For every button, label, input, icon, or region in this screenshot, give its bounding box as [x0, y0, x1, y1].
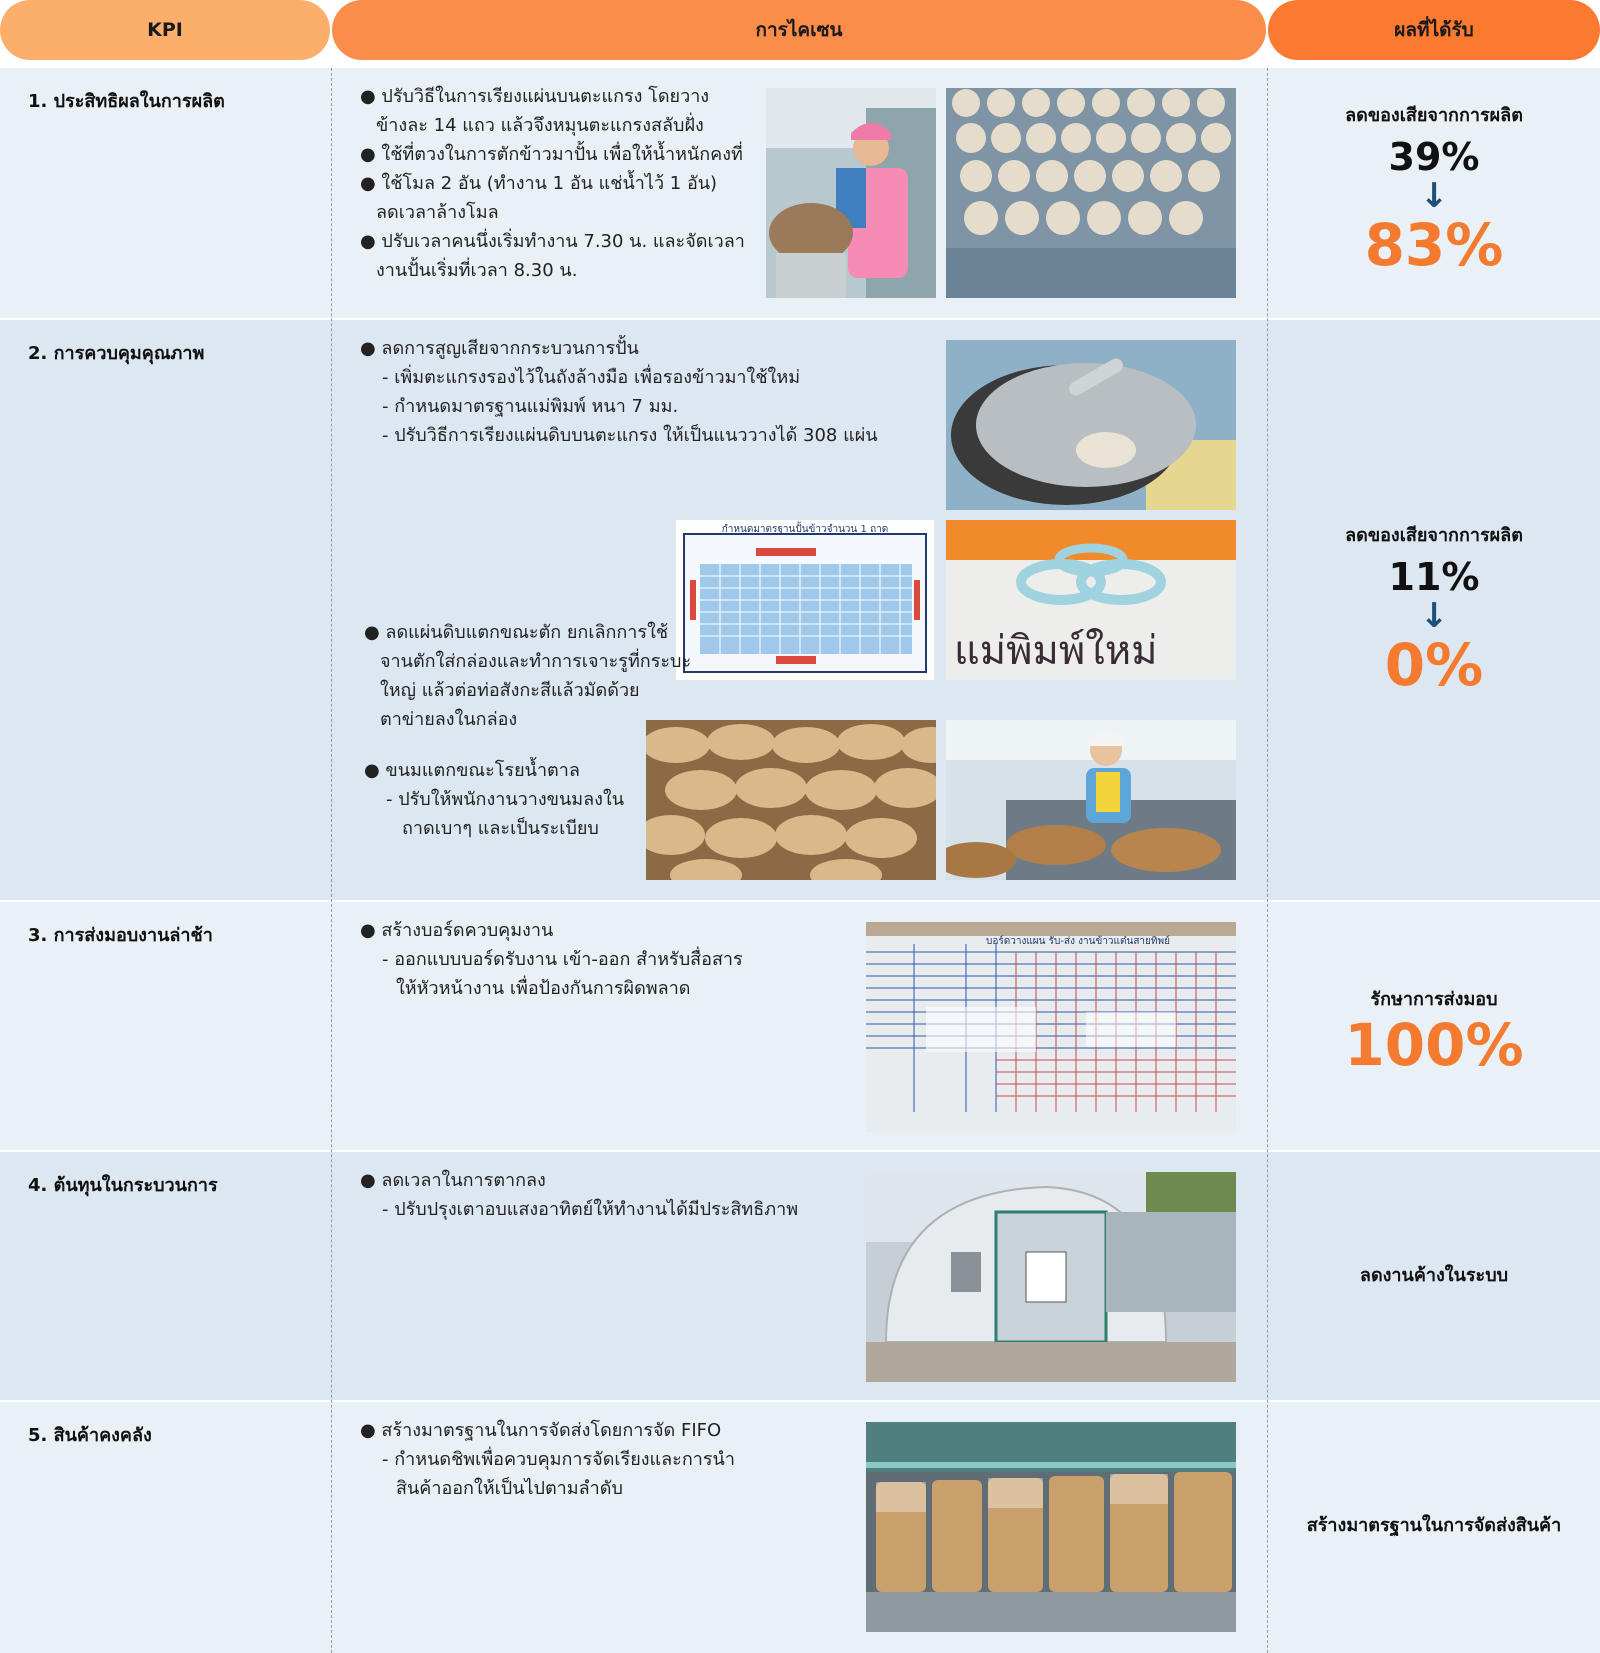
header-kaizen-label: การไคเซน	[755, 19, 843, 41]
result-label-1: ลดของเสียจากการผลิต	[1345, 105, 1523, 126]
result-label-5: สร้างมาตรฐานในการจัดส่งสินค้า	[1306, 1515, 1562, 1536]
result-1	[1268, 100, 1600, 277]
kaizen-text-2c	[364, 756, 624, 843]
column-divider	[331, 68, 332, 1653]
text-line: - ปรับให้พนักงานวางขนมลงใน	[386, 789, 625, 810]
tray-layout-chart	[676, 520, 934, 680]
text-line: ตาข่ายลงในกล่อง	[380, 709, 518, 730]
text-line: - ออกแบบบอร์ดรับงาน เข้า-ออก สำหรับสื่อสาร	[382, 949, 743, 970]
text-line: สินค้าออกให้เป็นไปตามลำดับ	[396, 1478, 623, 1499]
result-before-2: 11%	[1388, 555, 1480, 599]
kpi-label-5: 5. สินค้าคงคลัง	[28, 1425, 152, 1446]
text-line: ให้หัวหน้างาน เพื่อป้องกันการผิดพลาด	[396, 978, 691, 999]
kaizen-text-3	[360, 916, 743, 1003]
result-label-3: รักษาการส่งมอบ	[1370, 989, 1498, 1010]
worker-sorting-photo	[946, 720, 1236, 880]
kpi-label-4: 4. ต้นทุนในกระบวนการ	[28, 1175, 218, 1196]
result-after-1: 83%	[1364, 211, 1504, 279]
text-line: ● สร้างบอร์ดควบคุมงาน	[360, 920, 554, 941]
row-4	[0, 1152, 1600, 1400]
text-line: ● ปรับเวลาคนนึ่งเริ่มทำงาน 7.30 น. และจัดเวลา	[360, 231, 745, 252]
result-after-2: 0%	[1384, 631, 1484, 699]
text-line: ลดเวลาล้างโมล	[376, 202, 499, 223]
kpi-label-3: 3. การส่งมอบงานล่าช้า	[28, 925, 213, 946]
text-line: ● ใช้ที่ตวงในการตักข้าวมาปั้น เพื่อให้น้ำหนักคงที่	[360, 144, 743, 165]
row-5	[0, 1402, 1600, 1653]
text-line: - กำหนดชิพเพื่อควบคุมการจัดเรียงและการนำ	[382, 1449, 735, 1470]
kaizen-text-2a	[360, 334, 878, 450]
header-result	[1268, 0, 1600, 60]
text-line: ● ขนมแตกขณะโรยน้ำตาล	[364, 760, 580, 781]
header-result-label: ผลที่ได้รับ	[1394, 19, 1474, 41]
fifo-storage-photo	[866, 1422, 1236, 1632]
result-label-4: ลดงานค้างในระบบ	[1359, 1265, 1509, 1286]
result-after-3: 100%	[1344, 1011, 1524, 1079]
text-line: - ปรับปรุงเตาอบแสงอาทิตย์ให้ทำงานได้มีประสิทธิภาพ	[382, 1199, 799, 1220]
planning-board-photo	[866, 922, 1236, 1132]
text-line: ข้างละ 14 แถว แล้วจึงหมุนตะแกรงสลับฝั่ง	[376, 115, 704, 136]
column-divider	[1267, 68, 1268, 1653]
header-kpi-label: KPI	[147, 19, 183, 41]
kaizen-text-2b	[364, 618, 691, 734]
strainer-photo	[946, 340, 1236, 510]
text-line: ใหญ่ แล้วต่อท่อสังกะสีแล้วมัดด้วย	[380, 680, 640, 701]
mold-photo	[946, 520, 1236, 680]
header-kpi	[0, 0, 330, 60]
row-3	[0, 902, 1600, 1150]
text-line: งานปั้นเริ่มที่เวลา 8.30 น.	[376, 260, 578, 281]
result-2	[1268, 520, 1600, 697]
result-5	[1268, 1510, 1600, 1539]
mold-handwriting: แม่พิมพ์ใหม่	[954, 628, 1158, 674]
sugared-crackers-photo	[646, 720, 936, 880]
arrow-down-icon: ↓	[1419, 596, 1449, 636]
text-line: ● ลดเวลาในการตากลง	[360, 1170, 546, 1191]
text-line: ● สร้างมาตรฐานในการจัดส่งโดยการจัด FIFO	[360, 1420, 722, 1441]
row-2	[0, 320, 1600, 900]
row-1	[0, 68, 1600, 318]
kpi-label-1: 1. ประสิทธิผลในการผลิต	[28, 91, 225, 112]
result-4	[1268, 1260, 1600, 1289]
kaizen-text-1	[360, 82, 745, 285]
kaizen-text-5	[360, 1416, 735, 1503]
worker-photo	[766, 88, 936, 298]
arrow-down-icon: ↓	[1419, 176, 1449, 216]
text-line: ถาดเบาๆ และเป็นระเบียบ	[402, 818, 599, 839]
text-line: ● ลดแผ่นดิบแตกขณะตัก ยกเลิกการใช้	[364, 622, 669, 643]
text-line: - กำหนดมาตรฐานแม่พิมพ์ หนา 7 มม.	[382, 396, 679, 417]
text-line: ● ลดการสูญเสียจากกระบวนการปั้น	[360, 338, 639, 359]
solar-dryer-photo	[866, 1172, 1236, 1382]
text-line: ● ใช้โมล 2 อัน (ทำงาน 1 อัน แช่น้ำไว้ 1 อัน)	[360, 173, 718, 194]
rice-cracker-tray-photo	[946, 88, 1236, 298]
result-3	[1268, 984, 1600, 1077]
result-before-1: 39%	[1388, 135, 1480, 179]
text-line: ● ปรับวิธีในการเรียงแผ่นบนตะแกรง โดยวาง	[360, 86, 710, 107]
board-title: บอร์ดวางแผน รับ-ส่ง งานข้าวแต๋นสายทิพย์	[986, 936, 1170, 947]
text-line: - ปรับวิธีการเรียงแผ่นดิบบนตะแกรง ให้เป็นแนววางได้ 308 แผ่น	[382, 425, 878, 446]
result-label-2: ลดของเสียจากการผลิต	[1345, 525, 1523, 546]
text-line: - เพิ่มตะแกรงรองไว้ในถังล้างมือ เพื่อรองข้าวมาใช้ใหม่	[382, 367, 801, 388]
kpi-label-2: 2. การควบคุมคุณภาพ	[28, 343, 205, 364]
kaizen-text-4	[360, 1166, 798, 1224]
tray-chart-title: กำหนดมาตรฐานปั้นข้าวจำนวน 1 ถาด	[721, 524, 889, 535]
header-kaizen	[332, 0, 1266, 60]
text-line: จานตักใส่กล่องและทำการเจาะรูที่กระบะ	[380, 651, 692, 672]
